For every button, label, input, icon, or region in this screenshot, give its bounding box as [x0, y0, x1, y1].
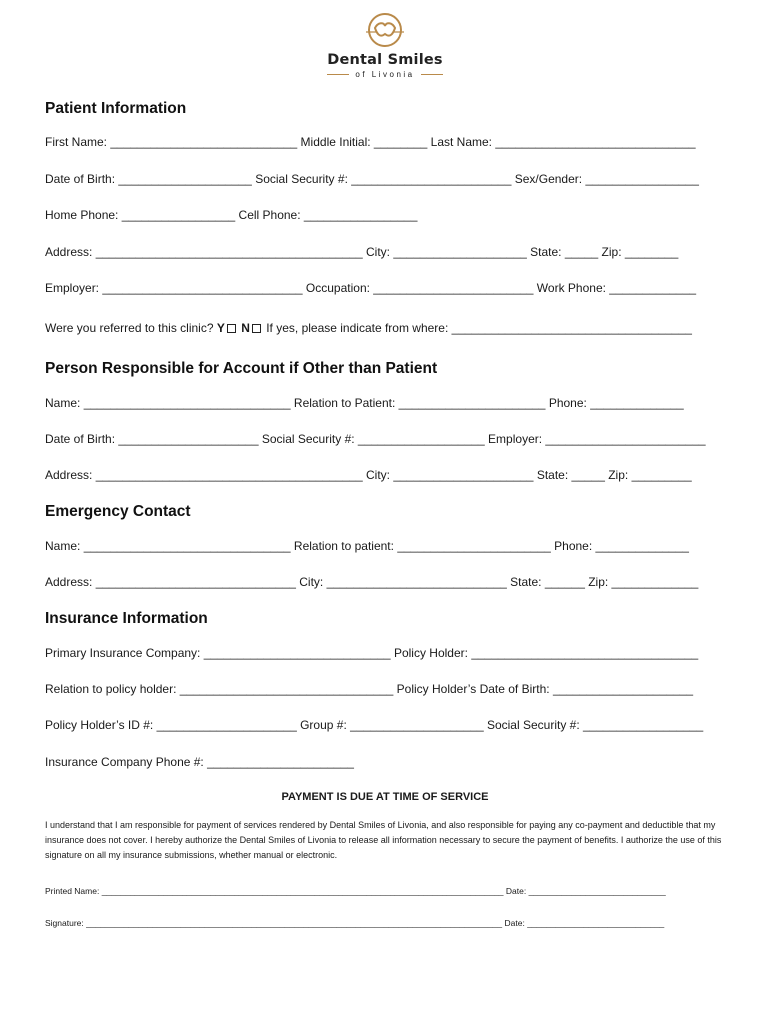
responsible-address-row — [45, 468, 692, 482]
emergency-state-field[interactable]: ______ — [544, 575, 585, 589]
emergency-name-field[interactable]: _______________________________ — [83, 539, 291, 553]
holder-dob-field[interactable]: _____________________ — [552, 682, 694, 696]
last-name-field[interactable]: ______________________________ — [495, 135, 696, 149]
clinic-location: of Livonia — [355, 70, 415, 79]
emergency-relation-label: Relation to patient: — [290, 539, 398, 553]
holder-id-label: Policy Holder’s ID #: — [45, 718, 157, 732]
first-name-label: First Name: — [45, 135, 111, 149]
payment-notice-title: PAYMENT IS DUE AT TIME OF SERVICE — [281, 791, 489, 803]
patient-referral-row — [45, 321, 692, 335]
payment-agreement-text: I understand that I am responsible for payment of services rendered by Dental Smiles of Livonia, and also responsible for paying any co-payment and deductible that my insurance does not cover. I hereby authorize the Dental Smiles of Livonia to release all information necessary to secure the payment of benefits. I authorize the use of this signature on all my insurance submissions, whether manual or electronic. — [45, 820, 722, 860]
emergency-zip-field[interactable]: _____________ — [611, 575, 699, 589]
divider — [327, 74, 349, 75]
employer-field[interactable]: ______________________________ — [102, 281, 303, 295]
work-phone-label: Work Phone: — [533, 281, 610, 295]
responsible-state-label: State: — [533, 468, 572, 482]
patient-name-row — [45, 135, 696, 149]
cell-phone-label: Cell Phone: — [235, 208, 304, 222]
responsible-ssn-label: Social Security #: — [258, 432, 358, 446]
holder-dob-label: Policy Holder’s Date of Birth: — [393, 682, 553, 696]
state-field[interactable]: _____ — [564, 245, 599, 259]
sex-field[interactable]: _________________ — [585, 172, 699, 186]
insurance-company-row — [45, 646, 698, 660]
responsible-dob-label: Date of Birth: — [45, 432, 119, 446]
signature-row — [45, 918, 664, 928]
responsible-employer-label: Employer: — [484, 432, 546, 446]
referral-source-label: If yes, please indicate from where: — [262, 321, 452, 335]
signature-field[interactable]: ________________________________________________________________________________________ — [86, 918, 503, 928]
responsible-zip-label: Zip: — [604, 468, 632, 482]
first-name-field[interactable]: ____________________________ — [110, 135, 298, 149]
clinic-subtitle — [0, 70, 770, 79]
referral-source-field[interactable]: ____________________________________ — [451, 321, 692, 335]
responsible-phone-field[interactable]: ______________ — [590, 396, 684, 410]
sex-label: Sex/Gender: — [511, 172, 586, 186]
ssn-label: Social Security #: — [251, 172, 352, 186]
emergency-heading: Emergency Contact — [45, 503, 191, 520]
emergency-state-label: State: — [506, 575, 545, 589]
last-name-label: Last Name: — [427, 135, 496, 149]
emergency-phone-label: Phone: — [550, 539, 596, 553]
insurance-relation-row — [45, 682, 693, 696]
responsible-relation-label: Relation to Patient: — [290, 396, 399, 410]
responsible-zip-field[interactable]: _________ — [631, 468, 692, 482]
date-label: Date: — [502, 918, 528, 928]
city-label: City: — [362, 245, 394, 259]
zip-label: Zip: — [598, 245, 625, 259]
policy-holder-label: Policy Holder: — [390, 646, 472, 660]
primary-insurance-field[interactable]: ____________________________ — [203, 646, 391, 660]
responsible-name-field[interactable]: _______________________________ — [83, 396, 291, 410]
relation-to-holder-label: Relation to policy holder: — [45, 682, 180, 696]
employer-label: Employer: — [45, 281, 103, 295]
responsible-city-label: City: — [362, 468, 394, 482]
responsible-relation-field[interactable]: ______________________ — [398, 396, 546, 410]
emergency-phone-field[interactable]: ______________ — [595, 539, 689, 553]
yes-option-label: Y — [216, 321, 225, 335]
address-label: Address: — [45, 245, 96, 259]
responsible-phone-label: Phone: — [545, 396, 591, 410]
insurance-ssn-label: Social Security #: — [483, 718, 583, 732]
responsible-state-field[interactable]: _____ — [571, 468, 605, 482]
divider — [421, 74, 443, 75]
clinic-logo — [0, 10, 770, 79]
emergency-city-field[interactable]: ___________________________ — [326, 575, 507, 589]
address-field[interactable]: ________________________________________ — [95, 245, 363, 259]
zip-field[interactable]: ________ — [624, 245, 679, 259]
responsible-address-label: Address: — [45, 468, 96, 482]
dob-field[interactable]: ____________________ — [118, 172, 252, 186]
emergency-address-field[interactable]: ______________________________ — [95, 575, 296, 589]
yes-checkbox[interactable] — [227, 324, 236, 333]
ssn-field[interactable]: ________________________ — [351, 172, 512, 186]
date-label: Date: — [503, 886, 529, 896]
insurance-id-row — [45, 718, 703, 732]
responsible-address-field[interactable]: ________________________________________ — [95, 468, 363, 482]
city-field[interactable]: ____________________ — [393, 245, 527, 259]
insurance-phone-row — [45, 755, 354, 769]
insurance-heading: Insurance Information — [45, 610, 208, 627]
referral-label: Were you referred to this clinic? — [45, 321, 217, 335]
signature-date-field[interactable]: _____________________________ — [527, 918, 665, 928]
emergency-zip-label: Zip: — [584, 575, 612, 589]
emergency-name-label: Name: — [45, 539, 84, 553]
middle-initial-label: Middle Initial: — [297, 135, 374, 149]
patient-address-row — [45, 245, 678, 259]
middle-initial-field[interactable]: ________ — [373, 135, 428, 149]
printed-name-label: Printed Name: — [45, 886, 102, 896]
insurance-phone-label: Insurance Company Phone #: — [45, 755, 208, 769]
printed-date-field[interactable]: _____________________________ — [528, 886, 666, 896]
policy-holder-field[interactable]: __________________________________ — [471, 646, 699, 660]
occupation-field[interactable]: ________________________ — [373, 281, 534, 295]
no-option-label: N — [241, 321, 250, 335]
signature-label: Signature: — [45, 918, 87, 928]
tooth-logo-icon — [360, 10, 410, 50]
responsible-heading: Person Responsible for Account if Other than Patient — [45, 360, 438, 377]
patient-employer-row — [45, 281, 696, 295]
state-label: State: — [526, 245, 565, 259]
occupation-label: Occupation: — [302, 281, 374, 295]
emergency-address-row — [45, 575, 698, 589]
holder-id-field[interactable]: _____________________ — [156, 718, 297, 732]
insurance-ssn-field[interactable]: __________________ — [583, 718, 704, 732]
clinic-name: Dental Smiles — [327, 52, 443, 68]
primary-insurance-label: Primary Insurance Company: — [45, 646, 204, 660]
responsible-employer-field[interactable]: ________________________ — [545, 432, 706, 446]
insurance-phone-field[interactable]: ______________________ — [207, 755, 354, 769]
home-phone-label: Home Phone: — [45, 208, 122, 222]
group-field[interactable]: ____________________ — [350, 718, 484, 732]
emergency-city-label: City: — [295, 575, 327, 589]
patient-info-heading: Patient Information — [45, 100, 187, 117]
work-phone-field[interactable]: _____________ — [609, 281, 697, 295]
responsible-city-field[interactable]: _____________________ — [393, 468, 534, 482]
cell-phone-field[interactable]: _________________ — [303, 208, 418, 222]
dob-label: Date of Birth: — [45, 172, 119, 186]
responsible-name-label: Name: — [45, 396, 84, 410]
emergency-address-label: Address: — [45, 575, 96, 589]
emergency-name-row — [45, 539, 689, 553]
relation-to-holder-field[interactable]: ________________________________ — [179, 682, 394, 696]
group-label: Group #: — [296, 718, 351, 732]
responsible-dob-field[interactable]: _____________________ — [118, 432, 259, 446]
printed-name-row — [45, 886, 666, 896]
responsible-dob-row — [45, 432, 706, 446]
patient-phone-row — [45, 208, 417, 222]
patient-dob-row — [45, 172, 699, 186]
home-phone-field[interactable]: _________________ — [121, 208, 236, 222]
printed-name-field[interactable]: _____________________________________________________________________________________ — [101, 886, 504, 896]
responsible-ssn-field[interactable]: ___________________ — [357, 432, 485, 446]
no-checkbox[interactable] — [252, 324, 261, 333]
emergency-relation-field[interactable]: _______________________ — [397, 539, 551, 553]
responsible-name-row — [45, 396, 684, 410]
